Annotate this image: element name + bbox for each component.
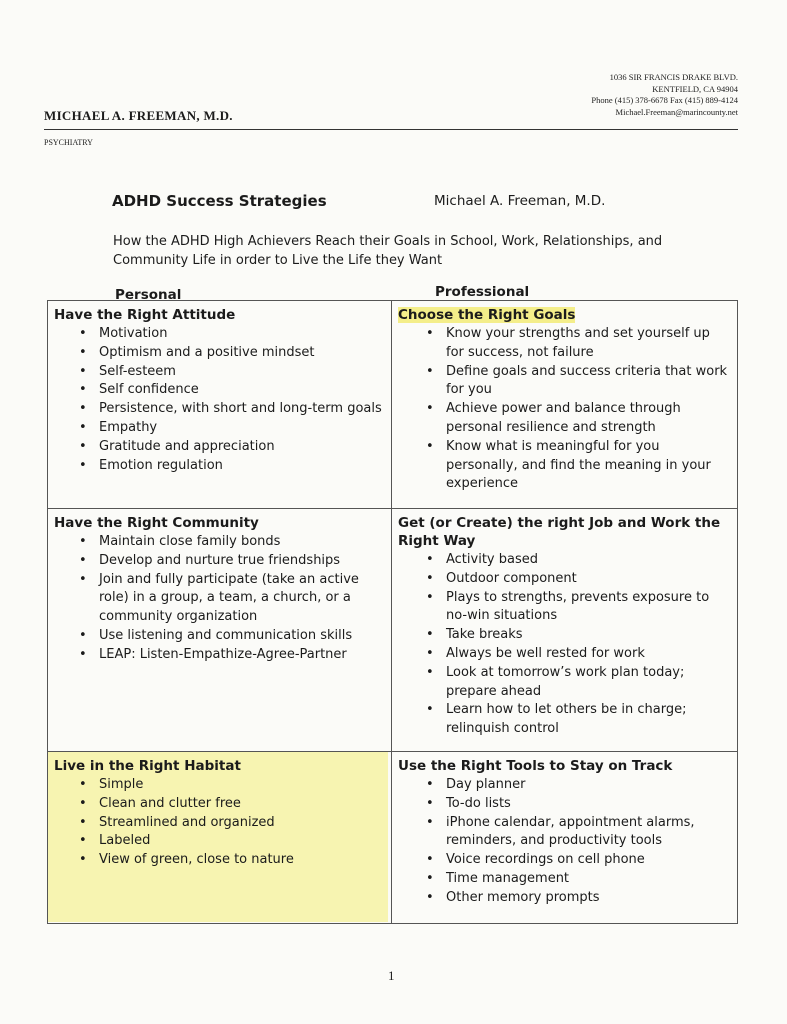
address-line: Michael.Freeman@marincounty.net: [615, 106, 738, 117]
list-item: • Optimism and a positive mindset: [99, 344, 385, 363]
list-item: • Always be well rested for work: [446, 645, 731, 664]
section-heading: Have the Right Community: [54, 515, 259, 531]
list-item: • Take breaks: [446, 626, 731, 645]
list-item: • Outdoor component: [446, 570, 731, 589]
letterhead-address: [591, 72, 738, 118]
section-heading: Use the Right Tools to Stay on Track: [398, 758, 673, 774]
list-item: • Other memory prompts: [446, 889, 731, 908]
list-item: • To-do lists: [446, 795, 731, 814]
strategies-table: [47, 300, 738, 924]
goals-list: [398, 325, 731, 494]
list-item: • Empathy: [99, 419, 385, 438]
list-item: • Persistence, with short and long-term goals: [99, 400, 385, 419]
section-heading: [398, 306, 731, 324]
cell-tools: [392, 752, 737, 923]
list-item: • Day planner: [446, 776, 731, 795]
highlighted-heading: Choose the Right Goals: [398, 307, 576, 323]
list-item: • View of green, close to nature: [99, 851, 385, 870]
list-item: • Plays to strengths, prevents exposure to no-win situations: [446, 589, 731, 627]
cell-goals: [392, 301, 737, 509]
column-header-personal: Personal: [115, 287, 182, 303]
list-item: • Define goals and success criteria that work for you: [446, 363, 731, 401]
document-title: ADHD Success Strategies: [112, 192, 327, 210]
document-subtitle: How the ADHD High Achievers Reach their Goals in School, Work, Relationships, and Community Life in order to Live the Life they Want: [113, 234, 663, 268]
list-item: • Time management: [446, 870, 731, 889]
list-item: • Develop and nurture true friendships: [99, 552, 385, 571]
list-item: • LEAP: Listen-Empathize-Agree-Partner: [99, 646, 385, 665]
list-item: • Look at tomorrow’s work plan today; prepare ahead: [446, 664, 731, 702]
section-heading: Live in the Right Habitat: [54, 758, 241, 774]
list-item: • Emotion regulation: [99, 457, 385, 476]
list-item: • Achieve power and balance through personal resilience and strength: [446, 400, 731, 438]
list-item: • Join and fully participate (take an active role) in a group, a team, a church, or a community organization: [99, 571, 385, 627]
cell-attitude: [48, 301, 392, 509]
list-item: • Learn how to let others be in charge; relinquish control: [446, 701, 731, 739]
list-item: • Know what is meaningful for you personally, and find the meaning in your experience: [446, 438, 731, 494]
letterhead-specialty: PSYCHIATRY: [44, 138, 93, 147]
section-heading: Have the Right Attitude: [54, 307, 236, 323]
list-item: • Motivation: [99, 325, 385, 344]
list-item: • Simple: [99, 776, 385, 795]
list-item: • Use listening and communication skills: [99, 627, 385, 646]
cell-habitat: [48, 752, 392, 923]
letterhead-rule: [44, 129, 738, 130]
list-item: • Streamlined and organized: [99, 814, 385, 833]
list-item: • Know your strengths and set yourself up for success, not failure: [446, 325, 731, 363]
attitude-list: [54, 325, 385, 475]
page-number: 1: [388, 968, 395, 983]
cell-community: [48, 509, 392, 752]
tools-list: [398, 776, 731, 908]
address-line: KENTFIELD, CA 94904: [652, 83, 738, 94]
list-item: • Gratitude and appreciation: [99, 438, 385, 457]
list-item: • Voice recordings on cell phone: [446, 851, 731, 870]
list-item: • Activity based: [446, 551, 731, 570]
list-item: • Self-esteem: [99, 363, 385, 382]
letterhead-name: MICHAEL A. FREEMAN, M.D.: [44, 108, 233, 123]
address-line: Phone (415) 378-6678 Fax (415) 889-4124: [591, 95, 738, 105]
list-item: • Self confidence: [99, 381, 385, 400]
column-header-professional: Professional: [435, 284, 530, 300]
address-line: 1036 SIR FRANCIS DRAKE BLVD.: [609, 72, 738, 82]
list-item: • iPhone calendar, appointment alarms, reminders, and productivity tools: [446, 814, 731, 852]
list-item: • Maintain close family bonds: [99, 533, 385, 552]
list-item: • Clean and clutter free: [99, 795, 385, 814]
job-list: [398, 551, 731, 739]
cell-job: [392, 509, 737, 752]
document-author: Michael A. Freeman, M.D.: [434, 193, 606, 209]
section-heading: Get (or Create) the right Job and Work the Right Way: [398, 515, 721, 549]
habitat-list: [54, 776, 385, 870]
list-item: • Labeled: [99, 832, 385, 851]
community-list: [54, 533, 385, 665]
